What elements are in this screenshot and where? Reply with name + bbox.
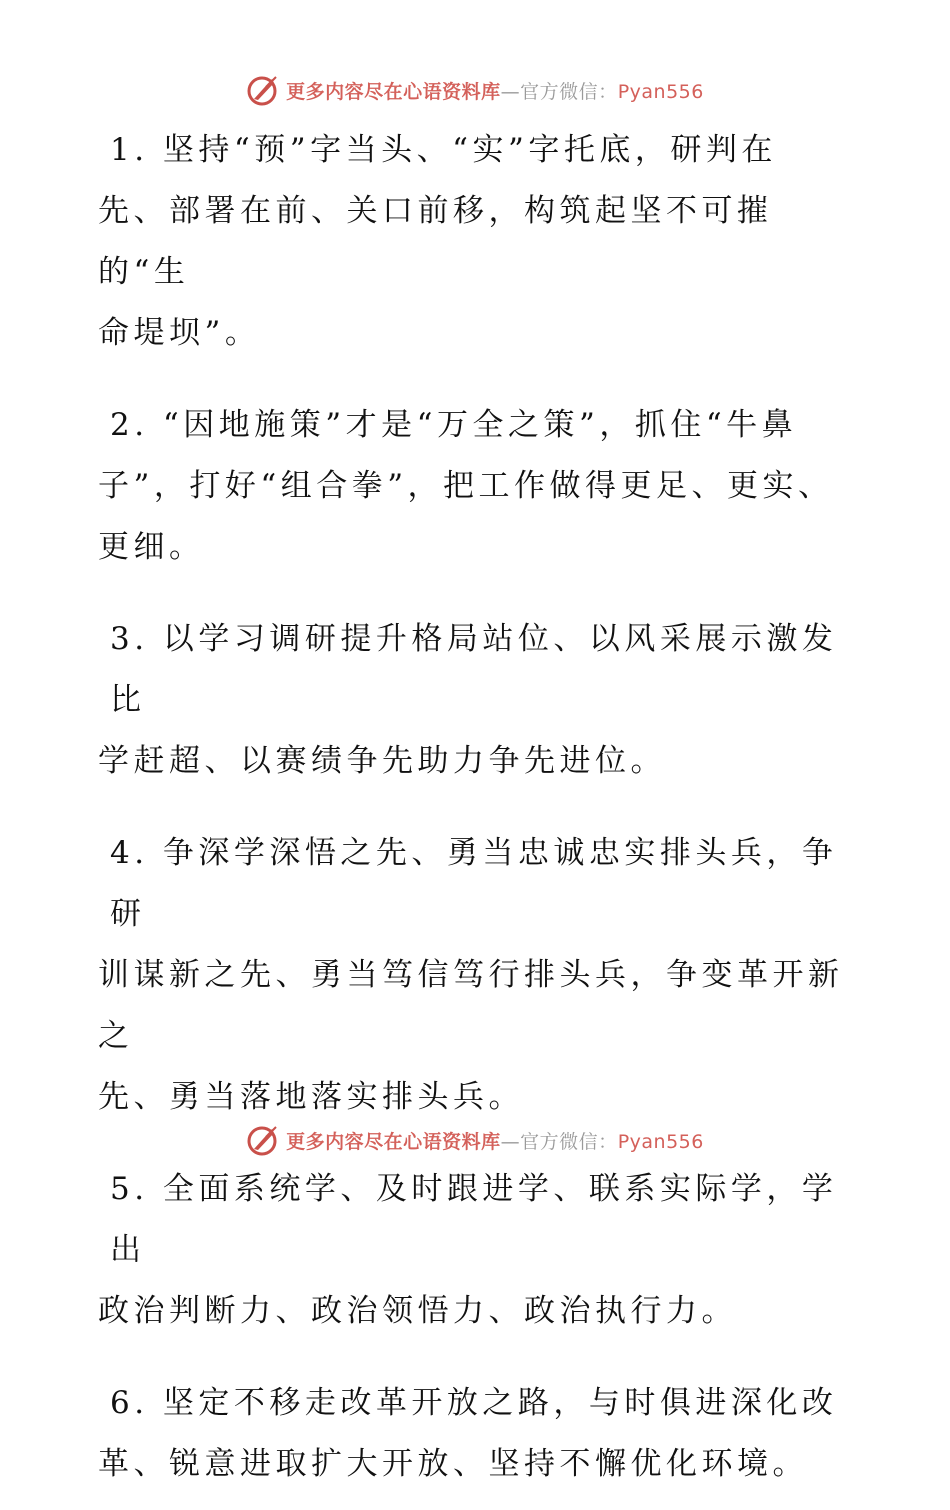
- list-item: [98, 1159, 858, 1342]
- footer-watermark-banner: [0, 1120, 950, 1160]
- quill-logo-icon: [246, 73, 280, 107]
- item-line: 2. “因地施策”才是“万全之策”，抓住“牛鼻: [110, 407, 798, 443]
- item-line: 先、部署在前、关口前移，构筑起坚不可摧的“生: [98, 193, 773, 290]
- list-item: [98, 609, 858, 792]
- item-line: 革、锐意进取扩大开放、坚持不懈优化环境。: [98, 1446, 808, 1482]
- item-line: 先、勇当落地落实排头兵。: [98, 1079, 524, 1115]
- watermark-text: 更多内容尽在心语资料库—官方微信：Pyan556: [286, 1130, 704, 1153]
- item-line: 3. 以学习调研提升格局站位、以风采展示激发比: [110, 621, 838, 718]
- list-item: [98, 1373, 858, 1495]
- item-line: 训谋新之先、勇当笃信笃行排头兵，争变革开新之: [98, 957, 844, 1054]
- watermark-text: 更多内容尽在心语资料库—官方微信：Pyan556: [286, 80, 704, 103]
- item-line: 政治判断力、政治领悟力、政治执行力。: [98, 1293, 737, 1329]
- item-line: 1. 坚持“预”字当头、“实”字托底，研判在: [110, 132, 777, 168]
- list-item: [98, 395, 858, 578]
- list-item: [98, 120, 858, 364]
- item-line: 4. 争深学深悟之先、勇当忠诚忠实排头兵，争研: [110, 835, 838, 932]
- item-line: 子”，打好“组合拳”，把工作做得更足、更实、: [98, 468, 834, 504]
- item-line: 更细。: [98, 529, 205, 565]
- header-watermark-banner: [0, 70, 950, 110]
- quill-logo-icon: [246, 1123, 280, 1157]
- document-body: [98, 120, 858, 1510]
- list-item: [98, 823, 858, 1128]
- item-line: 命堤坝”。: [98, 315, 261, 351]
- item-line: 5. 全面系统学、及时跟进学、联系实际学，学出: [110, 1171, 838, 1268]
- item-line: 6. 坚定不移走改革开放之路，与时俱进深化改: [110, 1385, 838, 1421]
- item-line: 学赶超、以赛绩争先助力争先进位。: [98, 743, 666, 779]
